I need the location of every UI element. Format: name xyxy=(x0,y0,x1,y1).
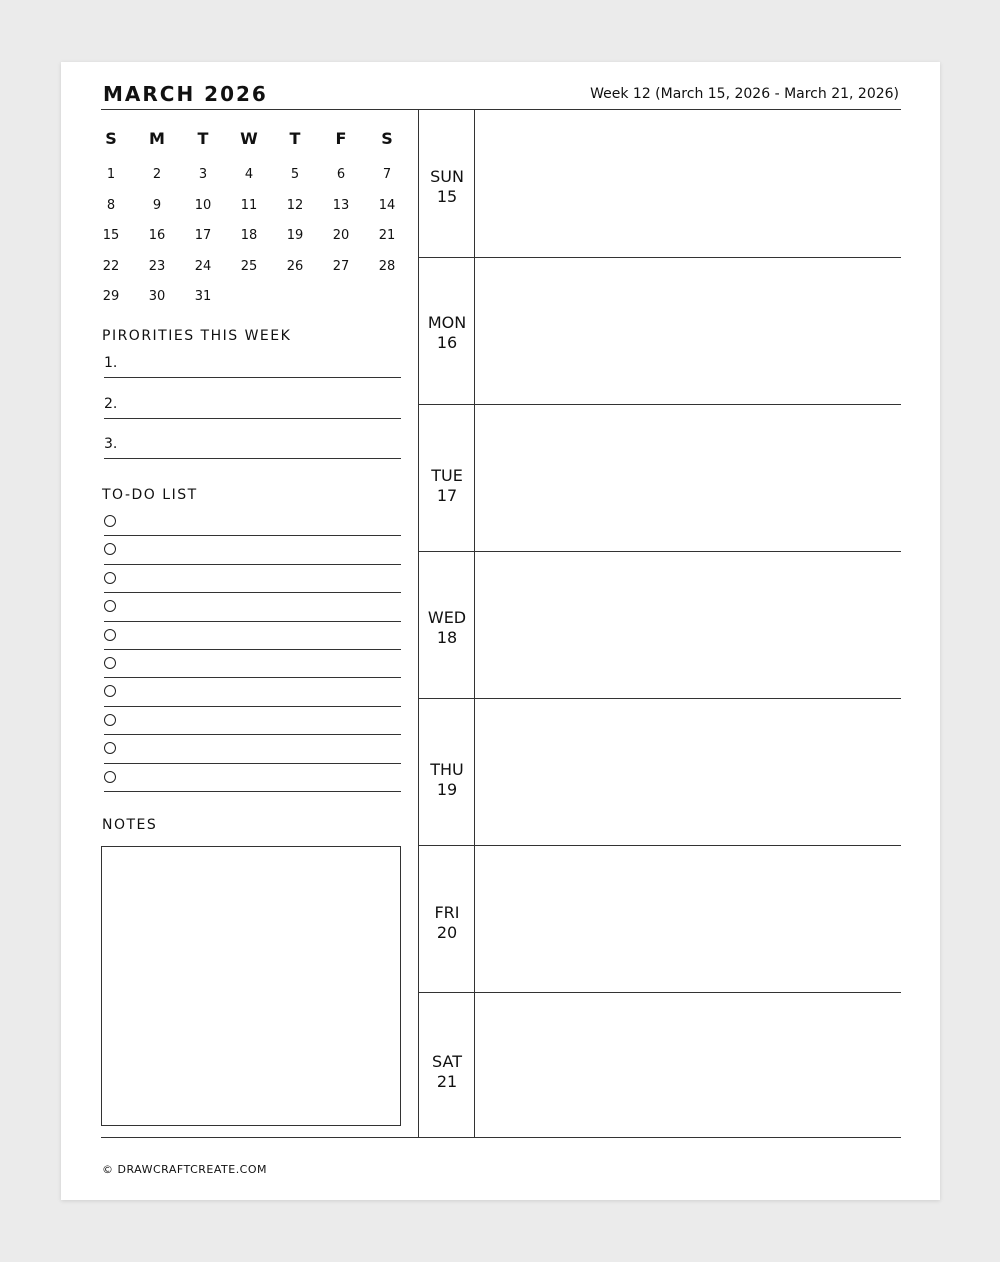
week-range: Week 12 (March 15, 2026 - March 21, 2026) xyxy=(590,86,899,102)
day-name: SAT xyxy=(432,1052,462,1071)
calendar-day: 11 xyxy=(240,197,258,213)
calendar-day: 15 xyxy=(102,228,120,243)
checkbox-circle-icon[interactable] xyxy=(104,629,116,641)
day-label-mon xyxy=(419,313,475,353)
calendar-day: 9 xyxy=(152,197,162,213)
day-date: 15 xyxy=(436,187,458,206)
todo-item[interactable] xyxy=(104,735,401,763)
calendar-day: 31 xyxy=(194,289,212,304)
day-label-sat xyxy=(419,1052,475,1092)
priority-number: 2. xyxy=(104,396,118,412)
calendar-weekday-header: T xyxy=(289,129,301,148)
calendar-day: 6 xyxy=(336,167,346,182)
calendar-weekday-header: S xyxy=(381,129,393,148)
day-label-sun xyxy=(419,167,475,207)
day-notes-area-sat[interactable] xyxy=(476,993,900,1138)
calendar-day: 27 xyxy=(332,258,350,274)
calendar-day: 17 xyxy=(194,228,212,243)
day-date: 18 xyxy=(436,628,458,647)
calendar-weekday-header: M xyxy=(149,129,165,148)
todo-item[interactable] xyxy=(104,508,401,536)
priority-line-2[interactable] xyxy=(104,394,401,419)
calendar-day: 3 xyxy=(198,167,208,182)
day-name: SUN xyxy=(430,167,464,186)
checkbox-circle-icon[interactable] xyxy=(104,685,116,697)
calendar-day: 28 xyxy=(378,258,396,274)
day-notes-area-tue[interactable] xyxy=(476,405,900,550)
todo-item[interactable] xyxy=(104,593,401,621)
todo-item[interactable] xyxy=(104,650,401,678)
checkbox-circle-icon[interactable] xyxy=(104,657,116,669)
calendar-weekday-header: F xyxy=(335,129,347,148)
checkbox-circle-icon[interactable] xyxy=(104,515,116,527)
todo-heading: TO-DO LIST xyxy=(102,487,198,503)
calendar-weekday-header: S xyxy=(105,129,117,148)
calendar-day: 1 xyxy=(106,167,116,182)
calendar-weekday-header: W xyxy=(240,129,258,148)
checkbox-circle-icon[interactable] xyxy=(104,771,116,783)
day-label-thu xyxy=(419,760,475,800)
calendar-weekday-headers xyxy=(88,125,408,152)
calendar-day: 13 xyxy=(332,197,350,213)
calendar-day xyxy=(272,282,318,313)
day-name: MON xyxy=(427,313,467,332)
calendar-day: 2 xyxy=(152,167,162,182)
notes-box[interactable] xyxy=(101,846,401,1126)
page-title: MARCH 2026 xyxy=(103,82,268,106)
day-notes-area-wed[interactable] xyxy=(476,552,900,697)
checkbox-circle-icon[interactable] xyxy=(104,543,116,555)
day-notes-area-fri[interactable] xyxy=(476,846,900,991)
calendar-day: 18 xyxy=(240,228,258,243)
day-notes-area-sun[interactable] xyxy=(476,111,900,256)
calendar-day xyxy=(364,282,410,313)
header-divider xyxy=(101,109,901,110)
calendar-day xyxy=(226,282,272,313)
calendar-day: 22 xyxy=(102,258,120,274)
todo-item[interactable] xyxy=(104,678,401,706)
notes-heading: NOTES xyxy=(102,817,158,833)
copyright-footer: © DRAWCRAFTCREATE.COM xyxy=(102,1163,268,1176)
day-label-wed xyxy=(419,608,475,648)
day-name: THU xyxy=(430,760,464,779)
todo-item[interactable] xyxy=(104,536,401,564)
day-label-fri xyxy=(419,903,475,943)
priority-number: 3. xyxy=(104,436,118,452)
calendar-day: 25 xyxy=(240,258,258,274)
day-date: 21 xyxy=(436,1072,458,1091)
calendar-day: 24 xyxy=(194,258,212,274)
calendar-day: 20 xyxy=(332,228,350,243)
day-notes-area-thu[interactable] xyxy=(476,699,900,844)
checkbox-circle-icon[interactable] xyxy=(104,572,116,584)
day-date: 17 xyxy=(436,486,458,505)
day-date: 20 xyxy=(436,923,458,942)
priority-line-1[interactable] xyxy=(104,353,401,378)
mini-calendar xyxy=(88,125,408,313)
calendar-day: 23 xyxy=(148,258,166,274)
calendar-day: 10 xyxy=(194,197,212,213)
day-label-tue xyxy=(419,466,475,506)
day-name: TUE xyxy=(431,466,463,485)
calendar-day: 8 xyxy=(106,197,116,213)
calendar-day: 16 xyxy=(148,228,166,243)
todo-item[interactable] xyxy=(104,707,401,735)
calendar-day: 21 xyxy=(378,228,396,243)
day-notes-area-mon[interactable] xyxy=(476,258,900,403)
checkbox-circle-icon[interactable] xyxy=(104,714,116,726)
calendar-day: 7 xyxy=(382,167,392,182)
priorities-heading: PIRORITIES THIS WEEK xyxy=(102,328,292,344)
todo-item[interactable] xyxy=(104,764,401,792)
calendar-day: 19 xyxy=(286,228,304,243)
todo-item[interactable] xyxy=(104,622,401,650)
day-name: WED xyxy=(427,608,467,627)
day-name: FRI xyxy=(434,903,460,922)
checkbox-circle-icon[interactable] xyxy=(104,742,116,754)
day-date: 16 xyxy=(436,333,458,352)
calendar-day: 14 xyxy=(378,197,396,213)
checkbox-circle-icon[interactable] xyxy=(104,600,116,612)
calendar-day: 29 xyxy=(102,289,120,304)
priority-number: 1. xyxy=(104,355,118,371)
priority-line-3[interactable] xyxy=(104,434,401,459)
calendar-day: 12 xyxy=(286,197,304,213)
calendar-day: 26 xyxy=(286,258,304,274)
calendar-weekday-header: T xyxy=(197,129,209,148)
todo-item[interactable] xyxy=(104,565,401,593)
calendar-grid xyxy=(88,160,408,313)
calendar-day xyxy=(318,282,364,313)
calendar-day: 4 xyxy=(244,167,254,182)
day-date: 19 xyxy=(436,780,458,799)
calendar-day: 30 xyxy=(148,289,166,304)
calendar-day: 5 xyxy=(290,167,300,182)
